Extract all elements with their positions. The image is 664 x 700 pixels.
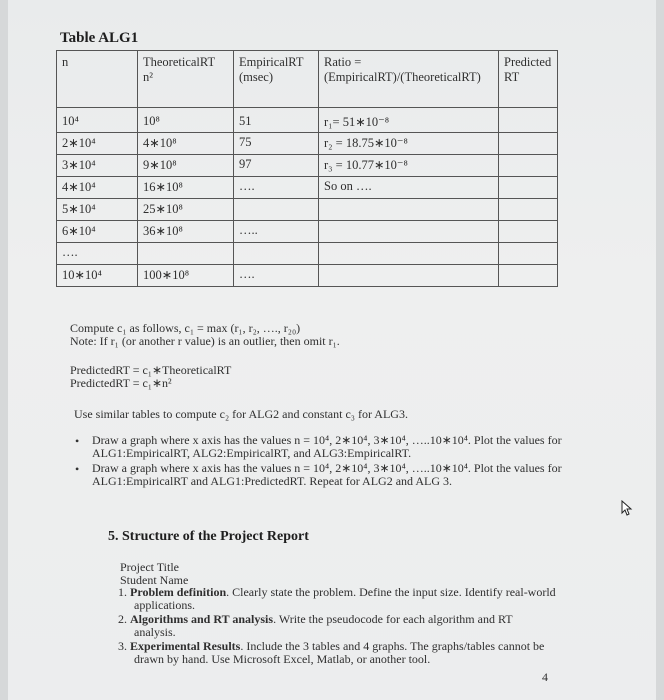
header-ratio: Ratio = (EmpiricalRT)/(TheoreticalRT) (319, 51, 499, 108)
item-text: . Write the pseudocode for each algorithm and RT (273, 612, 513, 626)
cell-predicted (499, 155, 558, 177)
cell-empirical: 97 (234, 155, 319, 177)
bullet-1-line-2: ALG1:EmpiricalRT, ALG2:EmpiricalRT, and ALG3:EmpiricalRT. (92, 446, 412, 460)
cell-n: 10⁴ (57, 108, 138, 133)
header-empirical-rt: EmpiricalRT (msec) (234, 51, 319, 108)
cell-predicted (499, 177, 558, 199)
header-theoretical-rt: TheoreticalRT n² (138, 51, 234, 108)
cell-ratio: r₂ = 18.75∗10⁻⁸ (319, 133, 499, 155)
cell-n: 4∗10⁴ (57, 177, 138, 199)
table-row (57, 243, 558, 265)
cell-n: 6∗10⁴ (57, 221, 138, 243)
cell-ratio: r₁= 51∗10⁻⁸ (319, 108, 499, 133)
item-number: 2. (118, 612, 127, 626)
cell-theoretical: 9∗10⁸ (138, 155, 234, 177)
table-row (57, 108, 558, 133)
cell-predicted (499, 199, 558, 221)
table-header-row (57, 51, 558, 108)
header-n: n (57, 51, 138, 108)
cell-theoretical: 100∗10⁸ (138, 265, 234, 287)
table-title: Table ALG1 (60, 30, 139, 46)
project-title-line: Project Title (120, 560, 180, 574)
cell-ratio (319, 221, 499, 243)
student-name-line: Student Name (120, 573, 189, 587)
list-item-2-cont: analysis. (134, 625, 176, 639)
page-number: 4 (542, 670, 548, 684)
mouse-cursor-icon (620, 500, 634, 516)
section-heading: 5. Structure of the Project Report (108, 529, 309, 544)
header-predicted-rt: Predicted RT (499, 51, 558, 108)
cell-n: 10∗10⁴ (57, 265, 138, 287)
bullet-2-line-1: Draw a graph where x axis has the values n = 10⁴, 2∗10⁴, 3∗10⁴, …..10∗10⁴. Plot the values for (92, 461, 562, 475)
cell-empirical: 51 (234, 108, 319, 133)
cell-ratio (319, 265, 499, 287)
item-text: . Clearly state the problem. Define the input size. Identify real-world (226, 585, 556, 599)
cell-predicted (499, 108, 558, 133)
cell-theoretical: 4∗10⁸ (138, 133, 234, 155)
bullet-1-line-1: Draw a graph where x axis has the values n = 10⁴, 2∗10⁴, 3∗10⁴, …..10∗10⁴. Plot the values for (92, 433, 562, 447)
item-bold: Problem definition (130, 585, 227, 599)
cell-ratio (319, 243, 499, 265)
item-number: 1. (118, 585, 127, 599)
predicted-formula-2: PredictedRT = c₁∗n² (70, 376, 172, 390)
compute-line: Compute c₁ as follows, c₁ = max (r₁, r₂, …., r₂₀) (70, 321, 301, 335)
cell-predicted (499, 243, 558, 265)
cell-predicted (499, 133, 558, 155)
cell-n: 5∗10⁴ (57, 199, 138, 221)
cell-empirical: ….. (234, 221, 319, 243)
cell-theoretical: 10⁸ (138, 108, 234, 133)
item-bold: Algorithms and RT analysis (130, 612, 274, 626)
cell-empirical: 75 (234, 133, 319, 155)
similar-tables-note: Use similar tables to compute c₂ for ALG2 and constant c₃ for ALG3. (74, 407, 408, 421)
table-row (57, 133, 558, 155)
item-text: . Include the 3 tables and 4 graphs. The graphs/tables cannot be (240, 639, 545, 653)
cell-n: …. (57, 243, 138, 265)
table-row (57, 221, 558, 243)
list-item-2 (118, 613, 513, 626)
table-row (57, 265, 558, 287)
item-number: 3. (118, 639, 127, 653)
cell-predicted (499, 221, 558, 243)
bullet-icon: • (75, 434, 80, 448)
cell-empirical (234, 243, 319, 265)
cell-predicted (499, 265, 558, 287)
list-item-3-cont: drawn by hand. Use Microsoft Excel, Matlab, or another tool. (134, 652, 431, 666)
bullet-icon: • (75, 462, 80, 476)
item-bold: Experimental Results (130, 639, 241, 653)
cell-empirical (234, 199, 319, 221)
list-item-1-cont: applications. (134, 598, 195, 612)
cell-ratio: So on …. (319, 177, 499, 199)
alg1-table (56, 50, 558, 287)
cell-theoretical: 16∗10⁸ (138, 177, 234, 199)
cell-n: 2∗10⁴ (57, 133, 138, 155)
cell-ratio (319, 199, 499, 221)
cell-empirical: …. (234, 177, 319, 199)
table-row (57, 199, 558, 221)
table-row (57, 155, 558, 177)
bullet-2-line-2: ALG1:EmpiricalRT and ALG1:PredictedRT. Repeat for ALG2 and ALG 3. (92, 474, 453, 488)
outlier-note: Note: If r₁ (or another r value) is an outlier, then omit r₁. (70, 334, 340, 348)
predicted-formula-1: PredictedRT = c₁∗TheoreticalRT (70, 363, 232, 377)
cell-theoretical (138, 243, 234, 265)
cell-n: 3∗10⁴ (57, 155, 138, 177)
cell-empirical: …. (234, 265, 319, 287)
cell-theoretical: 36∗10⁸ (138, 221, 234, 243)
document-page (8, 0, 656, 700)
cell-theoretical: 25∗10⁸ (138, 199, 234, 221)
table-row (57, 177, 558, 199)
cell-ratio: r₃ = 10.77∗10⁻⁸ (319, 155, 499, 177)
